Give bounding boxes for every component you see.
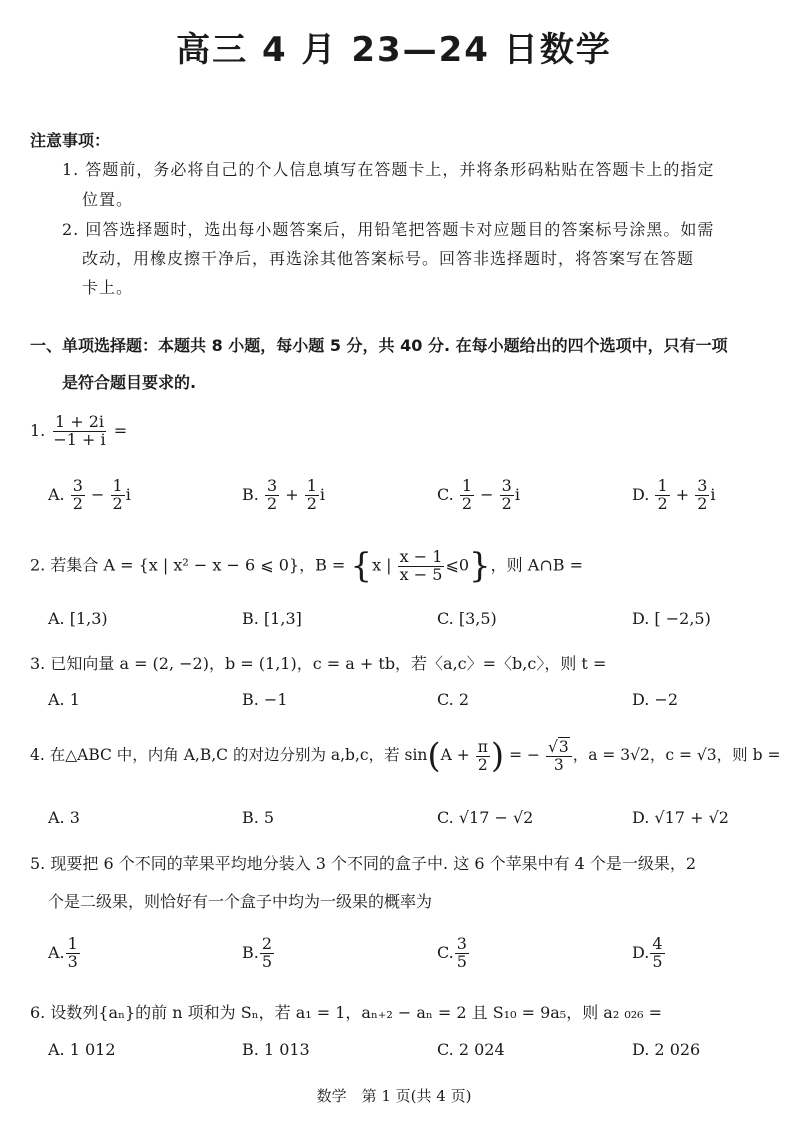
frac-den: 2	[501, 493, 512, 513]
question-2	[30, 546, 583, 586]
question-4-option-d: D. √17 + √2	[632, 808, 729, 827]
equals-minus: = −	[509, 746, 541, 764]
frac-num: x − 1	[399, 546, 443, 566]
option-label: D.	[632, 484, 650, 504]
question-6-option-b: B. 1 013	[242, 1040, 310, 1059]
question-1-numerator: 1 + 2i	[54, 412, 105, 431]
imag-unit: i	[710, 484, 716, 504]
frac-den: 2	[266, 493, 278, 513]
paren-open: (	[427, 736, 441, 776]
operator: −	[91, 484, 105, 504]
question-1-option-c	[437, 478, 520, 513]
notice-item-2-line-2: 改动，用橡皮擦干净后，再选涂其他答案标号。回答非选择题时，将答案写在答题	[82, 249, 695, 268]
question-3-option-a: A. 1	[48, 690, 80, 709]
question-4	[30, 736, 780, 776]
question-1-option-d	[632, 478, 716, 513]
inequality: ⩽0	[445, 555, 470, 575]
notice-item-2-line-3: 卡上。	[82, 278, 134, 297]
question-2-text-end: ，则 A∩B =	[490, 555, 583, 575]
frac-den: 2	[461, 493, 473, 513]
frac-num: 1	[306, 476, 317, 495]
frac-den: 2	[697, 493, 708, 513]
frac-num: 2	[261, 934, 273, 953]
frac-num: 4	[652, 934, 663, 953]
notice-heading: 注意事项：	[30, 131, 111, 150]
question-4-option-c: C. √17 − √2	[437, 808, 534, 827]
frac-num: 3	[266, 476, 278, 495]
option-label: B.	[242, 484, 259, 504]
question-2-option-d: D. [ −2,5)	[632, 609, 711, 628]
notice-item-1-line-1: 1. 答题前，务必将自己的个人信息填写在答题卡上，并将条形码粘贴在答题卡上的指定	[62, 160, 715, 179]
option-label: B.	[242, 942, 259, 962]
imag-unit: i	[514, 484, 520, 504]
question-3-option-b: B. −1	[242, 690, 288, 709]
question-1-option-b	[242, 478, 325, 513]
question-3-option-d: D. −2	[632, 690, 679, 709]
frac-num: 3	[697, 476, 708, 495]
frac-den: 5	[261, 951, 273, 971]
frac-den: 2	[306, 493, 317, 513]
frac-num: 1	[112, 476, 123, 495]
page-title: 高三 4 月 23—24 日数学	[176, 30, 612, 70]
question-5-line-2: 个是二级果，则恰好有一个盒子中均为一级果的概率为	[48, 892, 433, 911]
question-4-text-end: ，a = 3√2，c = √3，则 b =	[572, 746, 781, 764]
sqrt-radicand: 3	[558, 738, 569, 757]
question-5-line-1: 5. 现要把 6 个不同的苹果平均地分装入 3 个不同的盒子中. 这 6 个苹果中有 4 个是一级果，2	[30, 854, 697, 873]
frac-num: 3	[456, 934, 467, 953]
question-2-text-start: 2. 若集合 A = {x | x² − x − 6 ⩽ 0}，B =	[30, 555, 351, 575]
operator: +	[675, 484, 690, 504]
frac-den: x − 5	[399, 564, 443, 584]
frac-den: 5	[456, 951, 467, 971]
option-label: C.	[437, 484, 454, 504]
question-5-option-d	[632, 936, 666, 971]
frac-den: 2	[72, 493, 83, 513]
frac-num: 3	[72, 476, 83, 495]
frac-num: 1	[67, 934, 78, 953]
option-label: A.	[48, 942, 65, 962]
question-2-option-c: C. [3,5)	[437, 609, 497, 628]
question-1-equals: =	[113, 420, 128, 440]
frac-den: 2	[477, 755, 488, 774]
question-1-fraction	[51, 414, 107, 449]
frac-num: π	[477, 738, 488, 757]
question-2-option-b: B. [1,3]	[242, 609, 302, 628]
frac-num: 3	[501, 476, 512, 495]
frac-num: 1	[657, 476, 668, 495]
frac-num: 1	[461, 476, 473, 495]
imag-unit: i	[319, 484, 326, 504]
operator: −	[480, 484, 494, 504]
notice-item-2-line-1: 2. 回答选择题时，选出每小题答案后，用铅笔把答题卡对应题目的答案标号涂黑。如需	[62, 220, 715, 239]
brace-close: }	[469, 546, 491, 586]
question-4-text-start: 4. 在△ABC 中，内角 A,B,C 的对边分别为 a,b,c，若 sin	[30, 746, 428, 764]
frac-den: 2	[112, 493, 123, 513]
question-4-option-b: B. 5	[242, 808, 275, 827]
question-5-option-c	[437, 936, 470, 971]
option-label: A.	[48, 484, 65, 504]
frac-num: √3	[546, 739, 572, 756]
notice-item-1-line-2: 位置。	[82, 190, 134, 209]
question-6: 6. 设数列{aₙ}的前 n 项和为 Sₙ，若 a₁ = 1，aₙ₊₂ − aₙ = 2 且 S₁₀ = 9a₅，则 a₂ ₀₂₆ =	[30, 1003, 663, 1022]
set-variable: x |	[372, 555, 392, 575]
question-4-option-a: A. 3	[48, 808, 80, 827]
imag-unit: i	[125, 484, 131, 504]
question-1-number: 1.	[30, 420, 46, 440]
paren-close: )	[490, 736, 505, 776]
question-3-option-c: C. 2	[437, 690, 470, 709]
option-label: D.	[632, 942, 650, 962]
operator: +	[285, 484, 299, 504]
frac-den: 3	[553, 755, 564, 774]
question-2-fraction	[398, 546, 445, 584]
question-1-option-a	[48, 478, 131, 513]
question-3: 3. 已知向量 a = (2, −2)，b = (1,1)，c = a + tb，若〈a,c〉=〈b,c〉，则 t =	[30, 654, 607, 673]
question-1	[30, 414, 127, 449]
section-1-heading-line-1: 一、单项选择题：本题共 8 小题，每小题 5 分，共 40 分. 在每小题给出的四个选项中，只有一项	[30, 336, 728, 355]
page-footer: 数学 第 1 页(共 4 页)	[316, 1087, 472, 1105]
question-6-option-d: D. 2 026	[632, 1040, 701, 1059]
question-6-option-a: A. 1 012	[48, 1040, 116, 1059]
option-label: C.	[437, 942, 454, 962]
frac-den: 3	[67, 951, 78, 971]
frac-den: 5	[652, 951, 663, 971]
question-1-denominator: −1 + i	[53, 429, 106, 449]
question-5-option-b	[242, 936, 275, 971]
brace-open: {	[350, 546, 373, 586]
question-2-option-a: A. [1,3)	[48, 609, 108, 628]
section-1-heading-line-2: 是符合题目要求的.	[62, 373, 197, 392]
frac-den: 2	[657, 493, 668, 513]
angle-expression: A +	[440, 746, 470, 764]
question-5-option-a	[48, 936, 81, 971]
question-6-option-c: C. 2 024	[437, 1040, 505, 1059]
